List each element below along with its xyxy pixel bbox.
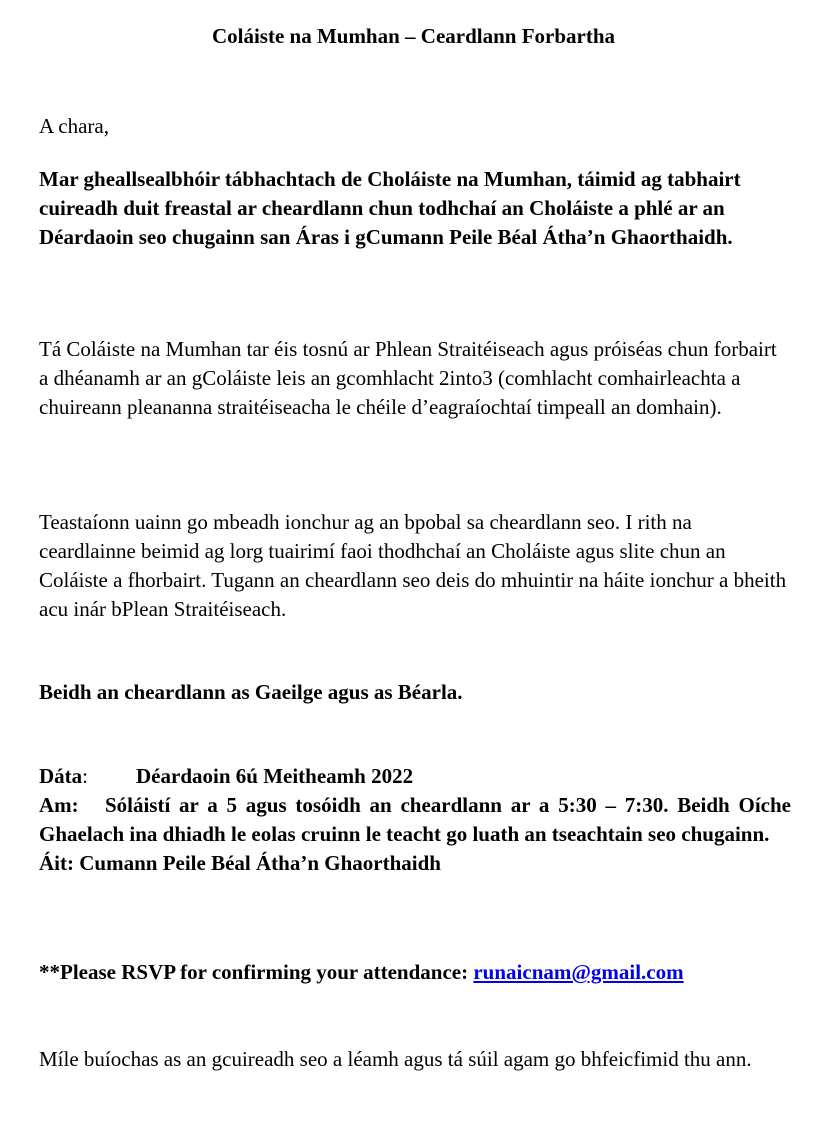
date-value: Déardaoin 6ú Meitheamh 2022	[136, 764, 414, 788]
rsvp-text: **Please RSVP for confirming your attendance:	[39, 960, 469, 984]
rsvp-email-link[interactable]: runaicnam@gmail.com	[473, 960, 684, 984]
time-line	[39, 791, 791, 849]
time-value: Sóláistí ar a 5 agus tosóidh an cheardlann ar a 5:30 – 7:30. Beidh Oíche Ghaelach ina dhiadh le eolas cruinn le teacht go luath an tseachtain seo chugainn.	[39, 793, 791, 846]
rsvp-line	[39, 958, 791, 987]
date-colon: :	[82, 764, 89, 788]
place-value: Cumann Peile Béal Átha’n Ghaorthaidh	[79, 851, 441, 875]
time-label: Am	[39, 793, 72, 817]
date-label: Dáta	[39, 764, 83, 788]
event-details	[39, 762, 791, 878]
language-note: Beidh an cheardlann as Gaeilge agus as Béarla.	[39, 680, 463, 704]
strategic-plan-paragraph: Tá Coláiste na Mumhan tar éis tosnú ar Phlean Straitéiseach agus próiséas chun forbairt a dhéanamh ar an gColáiste leis an gcomhlacht 2into3 (comhlacht comhairleachta a chuireann pleananna straitéiseacha le chéile d’eagraíochtaí timpeall an domhain).	[39, 337, 777, 419]
document-title: Coláiste na Mumhan – Ceardlann Forbartha	[211, 24, 616, 48]
closing-paragraph: Míle buíochas as an gcuireadh seo a léamh agus tá súil agam go bhfeicfimid thu ann.	[39, 1047, 752, 1071]
time-colon: :	[71, 793, 105, 817]
community-input-paragraph: Teastaíonn uainn go mbeadh ionchur ag an bpobal sa cheardlann seo. I rith na ceardlainne beimid ag lorg tuairimí faoi thodhchaí an Choláiste agus slite chun an Coláiste a fhorbairt. Tugann an cheardlann seo deis do mhuintir na háite ionchur a bheith acu inár bPlean Straitéiseach.	[39, 510, 787, 621]
place-line	[39, 849, 791, 878]
date-line	[39, 762, 791, 791]
intro-paragraph: Mar gheallsealbhóir tábhachtach de Choláiste na Mumhan, táimid ag tabhairt cuireadh duit freastal ar cheardlann chun todhchaí an Choláiste a phlé ar an Déardaoin seo chugainn san Áras i gCumann Peile Béal Átha’n Ghaorthaidh.	[39, 167, 741, 249]
place-label: Áit:	[39, 851, 74, 875]
salutation: A chara,	[39, 114, 109, 138]
